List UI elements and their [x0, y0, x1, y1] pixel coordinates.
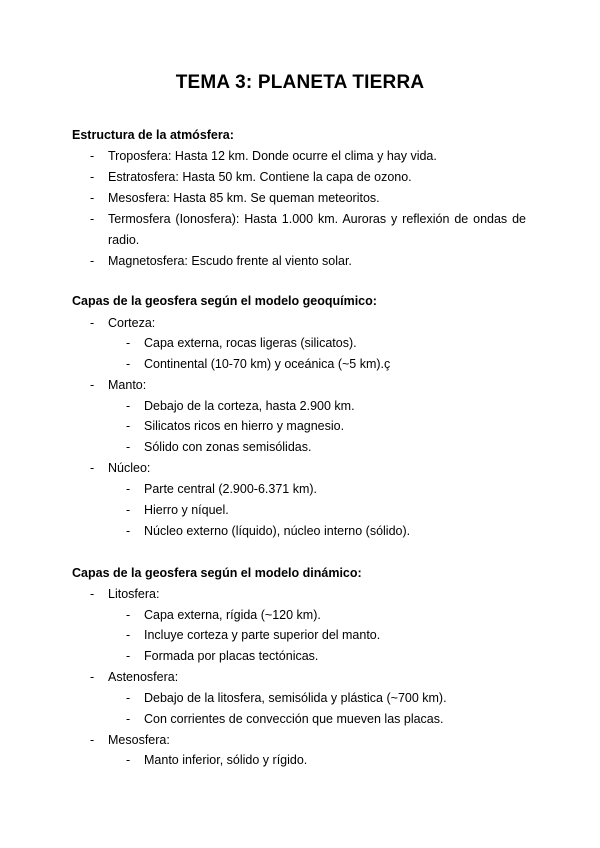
- bullet-dash: -: [90, 733, 95, 747]
- list-item-text: Corteza:: [108, 316, 156, 330]
- bullet-dash: -: [126, 503, 131, 517]
- list-item-text: Con corrientes de convección que mueven las placas.: [144, 712, 444, 726]
- list-item-text: Silicatos ricos en hierro y magnesio.: [144, 419, 345, 433]
- list-item-text: Capa externa, rígida (~120 km).: [144, 608, 321, 622]
- list-item-text: Magnetosfera: Escudo frente al viento solar.: [108, 254, 352, 268]
- section-heading-geoquimico: Capas de la geosfera según el modelo geoquímico:: [72, 294, 377, 308]
- bullet-dash: -: [126, 628, 131, 642]
- bullet-dash: -: [126, 357, 131, 371]
- list-item-text: Astenosfera:: [108, 670, 179, 684]
- bullet-dash: -: [90, 149, 95, 163]
- list-item-text: Troposfera: Hasta 12 km. Donde ocurre el clima y hay vida.: [108, 149, 437, 163]
- bullet-dash: -: [90, 170, 95, 184]
- list-item-text: Manto:: [108, 378, 147, 392]
- list-item-text: Núcleo:: [108, 461, 151, 475]
- bullet-dash: -: [126, 753, 131, 767]
- bullet-dash: -: [90, 254, 95, 268]
- bullet-dash: -: [126, 440, 131, 454]
- bullet-dash: -: [126, 649, 131, 663]
- list-item-text: Parte central (2.900-6.371 km).: [144, 482, 317, 496]
- section-heading-atmosfera: Estructura de la atmósfera:: [72, 128, 234, 142]
- list-item-text: Manto inferior, sólido y rígido.: [144, 753, 308, 767]
- bullet-dash: -: [126, 608, 131, 622]
- list-item-text: Mesosfera:: [108, 733, 170, 747]
- section-heading-dinamico: Capas de la geosfera según el modelo dinámico:: [72, 566, 362, 580]
- bullet-dash: -: [126, 482, 131, 496]
- list-item-text: Capa externa, rocas ligeras (silicatos).: [144, 336, 357, 350]
- list-item-text: Debajo de la litosfera, semisólida y plástica (~700 km).: [144, 691, 447, 705]
- list-item-text: Estratosfera: Hasta 50 km. Contiene la capa de ozono.: [108, 170, 412, 184]
- bullet-dash: -: [90, 212, 95, 226]
- bullet-dash: -: [126, 712, 131, 726]
- bullet-dash: -: [90, 191, 95, 205]
- bullet-dash: -: [126, 691, 131, 705]
- list-item-text: Núcleo externo (líquido), núcleo interno (sólido).: [144, 524, 411, 538]
- list-item-text: Sólido con zonas semisólidas.: [144, 440, 312, 454]
- bullet-dash: -: [90, 587, 95, 601]
- list-item-text: Continental (10-70 km) y oceánica (~5 km).ç: [144, 357, 391, 371]
- list-item-text: Hierro y níquel.: [144, 503, 229, 517]
- bullet-dash: -: [90, 461, 95, 475]
- list-item-text: Incluye corteza y parte superior del manto.: [144, 628, 381, 642]
- bullet-dash: -: [90, 378, 95, 392]
- bullet-dash: -: [126, 399, 131, 413]
- list-item-text: Termosfera (Ionosfera): Hasta 1.000 km. Auroras y reflexión de ondas de radio.: [108, 212, 526, 247]
- list-item-text: Litosfera:: [108, 587, 160, 601]
- bullet-dash: -: [90, 670, 95, 684]
- bullet-dash: -: [90, 316, 95, 330]
- list-item-text: Formada por placas tectónicas.: [144, 649, 319, 663]
- bullet-dash: -: [126, 336, 131, 350]
- list-item-text: Mesosfera: Hasta 85 km. Se queman meteoritos.: [108, 191, 380, 205]
- bullet-dash: -: [126, 419, 131, 433]
- page-title: TEMA 3: PLANETA TIERRA: [175, 72, 425, 93]
- bullet-dash: -: [126, 524, 131, 538]
- list-item-text: Debajo de la corteza, hasta 2.900 km.: [144, 399, 355, 413]
